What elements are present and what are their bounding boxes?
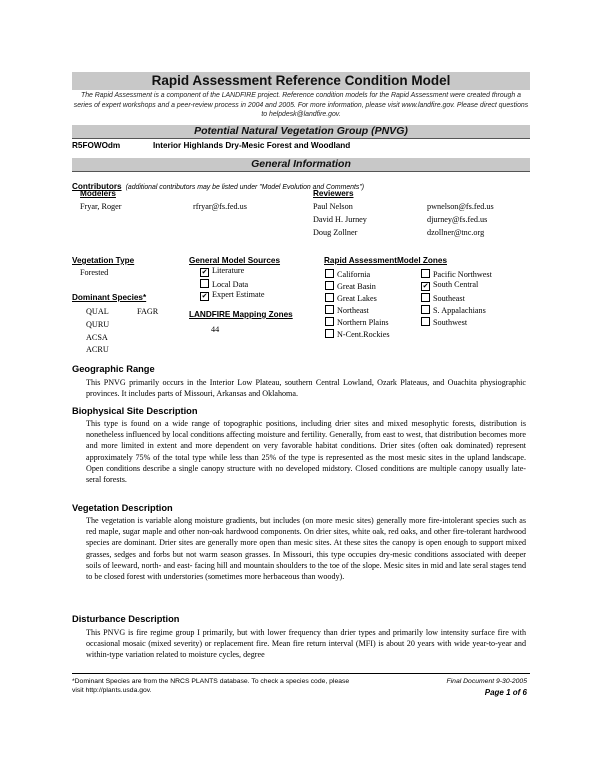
footer-note: *Dominant Species are from the NRCS PLANTS database. To check a species code, please visit http://plants.usda.gov. xyxy=(72,678,350,694)
vegetation-description-text: The vegetation is variable along moisture gradients, but includes (on more mesic sites) generally more fire-intolerant species such as red maple, sugar maple and other non-oak hardwood components. On drier sites, white oak, red oaks, and other fire-tolerant hardwood species are dominant. Drier sites are generally more open than mesic sites. At these sites the canopy is open enough to support mixed grasses, sedges and forbs but not warm season grasses. In Missouri, this type occupies dry-mesic conditions associated with deeper soils of leeward, north- and east- facing hill and mountain shoulders to the toe of the slope. Mesic sites in mid and late seral stages tend to be closed forest with understories (sometimes more herbaceous than woody). xyxy=(86,516,526,582)
checkbox-label: South Central xyxy=(433,280,479,289)
reviewer-email: djurney@fs.fed.us xyxy=(427,215,488,224)
checkbox-label: Local Data xyxy=(212,280,249,289)
zone-south-central-checkbox[interactable] xyxy=(421,280,478,290)
reviewer-name: Doug Zollner xyxy=(313,228,358,237)
pnvg-name: Interior Highlands Dry-Mesic Forest and Woodland xyxy=(153,141,351,150)
document-status: Final Document 9-30-2005 xyxy=(446,678,527,685)
source-literature-checkbox[interactable] xyxy=(200,266,244,276)
checkbox-box[interactable] xyxy=(421,305,430,314)
contributors-label: Contributors xyxy=(72,182,122,191)
checkbox-box[interactable] xyxy=(325,281,334,290)
model-zones-label: Rapid AssessmentModel Zones xyxy=(324,256,447,265)
vegetation-description-heading: Vegetation Description xyxy=(72,503,173,513)
zone-pacific-northwest-checkbox[interactable] xyxy=(421,268,492,280)
zone-california-checkbox[interactable] xyxy=(325,268,370,280)
zone-southeast-checkbox[interactable] xyxy=(421,292,465,304)
checkbox-label: Southwest xyxy=(433,318,468,327)
checkbox-box[interactable] xyxy=(325,329,334,338)
species-code: ACSA xyxy=(86,333,108,342)
contributors-note: (additional contributors may be listed under "Model Evolution and Comments") xyxy=(125,184,365,191)
species-code: QURU xyxy=(86,320,110,329)
checkbox-box[interactable] xyxy=(421,317,430,326)
zone-great-lakes-checkbox[interactable] xyxy=(325,292,377,304)
checkbox-label: Northern Plains xyxy=(337,318,389,327)
source-local-data-checkbox[interactable] xyxy=(200,278,248,290)
general-rule xyxy=(72,171,530,172)
modelers-label: Modelers xyxy=(80,189,116,198)
mapping-zones-label: LANDFIRE Mapping Zones xyxy=(189,310,293,319)
species-code: ACRU xyxy=(86,345,109,354)
geographic-range-heading: Geographic Range xyxy=(72,364,155,374)
species-code: FAGR xyxy=(137,307,159,316)
checkbox-box[interactable]: ✔ xyxy=(201,292,208,300)
vegetation-type-value: Forested xyxy=(80,268,109,277)
intro-text: The Rapid Assessment is a component of the LANDFIRE project. Reference condition models for the Rapid Assessment were created through a series of expert workshops and a peer-review process in 2004 and 2005. For more information, please visit www.landfire.gov. Please direct questions to helpdesk@landfire.gov. xyxy=(73,92,529,119)
reviewer-email: pwnelson@fs.fed.us xyxy=(427,202,494,211)
dominant-species-label: Dominant Species* xyxy=(72,293,147,302)
checkbox-box[interactable] xyxy=(421,293,430,302)
source-expert-estimate-checkbox[interactable] xyxy=(200,290,265,300)
checkbox-label: Expert Estimate xyxy=(212,290,265,299)
checkbox-label: Great Lakes xyxy=(337,294,377,303)
checkbox-label: S. Appalachians xyxy=(433,306,486,315)
checkbox-box[interactable] xyxy=(325,269,334,278)
checkbox-label: Southeast xyxy=(433,294,465,303)
checkbox-label: Northeast xyxy=(337,306,369,315)
page-number: Page 1 of 6 xyxy=(484,688,527,697)
pnvg-rule xyxy=(72,138,530,139)
zone-southwest-checkbox[interactable] xyxy=(421,316,467,328)
checkbox-label: N-Cent.Rockies xyxy=(337,330,390,339)
checkbox-box[interactable] xyxy=(421,269,430,278)
checkbox-label: Great Basin xyxy=(337,282,376,291)
geographic-range-text: This PNVG primarily occurs in the Interior Low Plateau, southern Central Lowland, Ozark Plateaus, and Ouachita physiographic provinces. It includes parts of Missouri, Arkansas and Oklahoma. xyxy=(86,378,526,399)
mapping-zone-value: 44 xyxy=(211,325,220,334)
reviewer-name: David H. Jurney xyxy=(313,215,367,224)
reviewer-email: dzollner@tnc.org xyxy=(427,228,485,237)
zone-northeast-checkbox[interactable] xyxy=(325,304,369,316)
general-heading: General Information xyxy=(72,158,530,171)
checkbox-box[interactable] xyxy=(325,293,334,302)
reviewers-label: Reviewers xyxy=(313,189,354,198)
checkbox-box[interactable]: ✔ xyxy=(422,282,429,290)
footer-rule xyxy=(72,673,530,674)
checkbox-label: Literature xyxy=(212,266,245,275)
disturbance-heading: Disturbance Description xyxy=(72,614,180,624)
checkbox-label: Pacific Northwest xyxy=(433,270,492,279)
zone-s-appalachians-checkbox[interactable] xyxy=(421,304,486,316)
checkbox-box[interactable] xyxy=(325,305,334,314)
modeler-email: rfryar@fs.fed.us xyxy=(193,202,247,211)
checkbox-box[interactable] xyxy=(325,317,334,326)
vegetation-type-label: Vegetation Type xyxy=(72,256,135,265)
species-code: QUAL xyxy=(86,307,109,316)
zone-n-cent-rockies-checkbox[interactable] xyxy=(325,328,390,340)
reviewer-name: Paul Nelson xyxy=(313,202,353,211)
checkbox-box[interactable] xyxy=(200,279,209,288)
pnvg-code: R5FOWOdm xyxy=(72,141,121,150)
zone-northern-plains-checkbox[interactable] xyxy=(325,316,389,328)
modeler-name: Fryar, Roger xyxy=(80,202,122,211)
checkbox-label: California xyxy=(337,270,371,279)
pnvg-heading: Potential Natural Vegetation Group (PNVG) xyxy=(72,125,530,138)
zone-great-basin-checkbox[interactable] xyxy=(325,280,376,292)
biophysical-text: This type is found on a wide range of topographic positions, including drier sites and mixed mesophytic forests, distribution is nonetheless influenced by local conditions affecting moisture and fertility. Generally, from east to west, that distribution becomes more and more limited in extent and more dependent on very favorable habitat conditions. Drier sites (often oak dominated) represent approximately 75% of the total type while less than 25% of the type is represented as the most mesic sites in the upland landscape. Open conditions describe a single canopy structure with no developed midstory. Closed conditions are multiple canopy usually late-seral forests. xyxy=(86,419,526,485)
biophysical-heading: Biophysical Site Description xyxy=(72,406,198,416)
checkbox-box[interactable]: ✔ xyxy=(201,268,208,276)
disturbance-text: This PNVG is fire regime group I primarily, but with lower frequency than drier types and primarily low intensity surface fire with occasional mosaic (mixed severity) or replacement fire. Mean fire return interval (MFI) is about 20 years with wide year-to-year and within-type variation related to moisture cycles, degree xyxy=(86,628,526,660)
document-title: Rapid Assessment Reference Condition Model xyxy=(72,72,530,90)
model-sources-label: General Model Sources xyxy=(189,256,281,265)
